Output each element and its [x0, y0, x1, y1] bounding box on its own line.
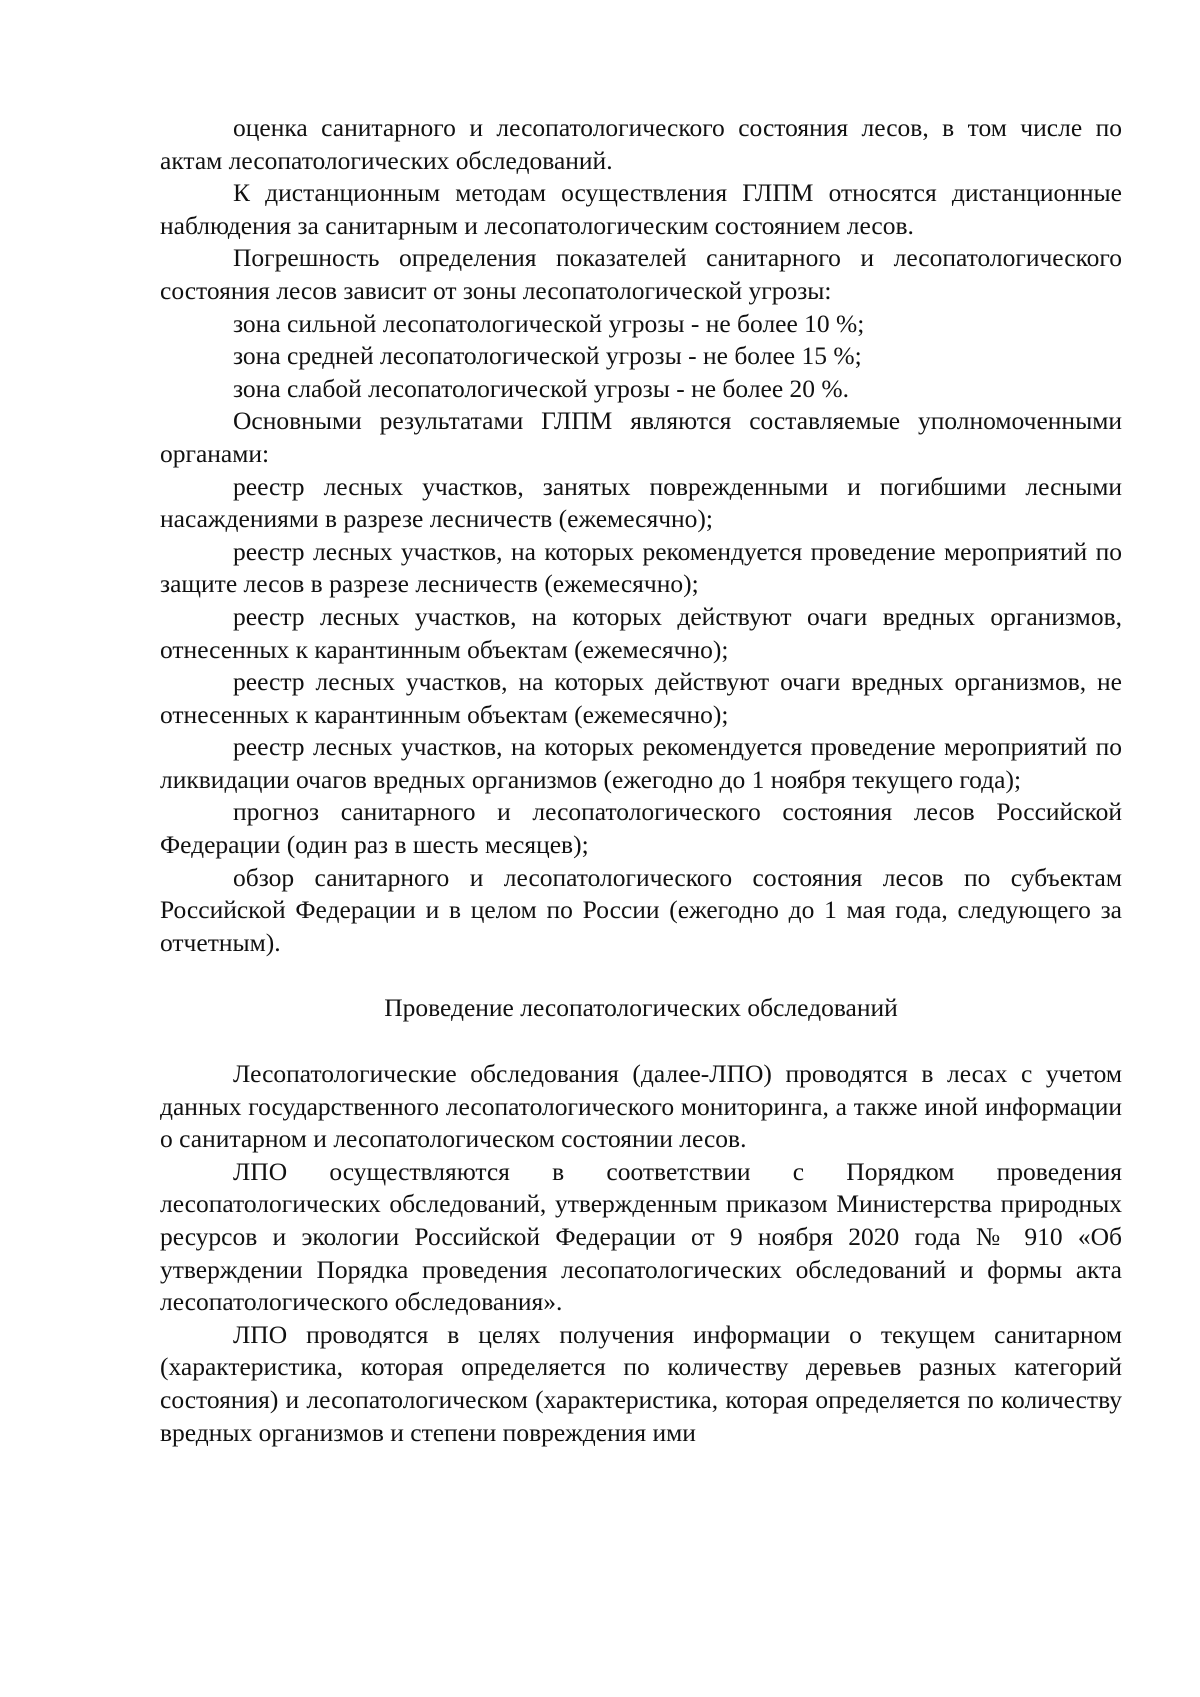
list-item: обзор санитарного и лесопатологического состояния лесов по субъектам Российской Федерации и в целом по России (ежегодно до 1 мая года, следующего за отчетным). [160, 862, 1122, 957]
document-page [160, 112, 1122, 1449]
list-item: зона сильной лесопатологической угрозы - не более 10 %; [233, 308, 865, 338]
list-item: прогноз санитарного и лесопатологического состояния лесов Российской Федерации (один раз в шесть месяцев); [160, 797, 1122, 860]
list-item: реестр лесных участков, на которых рекомендуется проведение мероприятий по защите лесов в разрезе лесничеств (ежемесячно); [160, 536, 1122, 599]
paragraph: оценка санитарного и лесопатологического состояния лесов, в том числе по актам лесопатологических обследований. [160, 113, 1122, 175]
paragraph: ЛПО осуществляются в соответствии с Порядком проведения лесопатологических обследований, утвержденным приказом Министерства природных ресурсов и экологии Российской Федерации от 9 ноября 2020 года № 910 «Об утверждении Порядка проведения лесопатологических обследований и формы акта лесопатологического обследования». [160, 1156, 1122, 1317]
list-item: реестр лесных участков, на которых действуют очаги вредных организмов, отнесенных к карантинным объектам (ежемесячно); [160, 601, 1122, 664]
list-item: реестр лесных участков, занятых поврежденными и погибшими лесными насаждениями в разрезе лесничеств (ежемесячно); [160, 471, 1122, 534]
list-item: реестр лесных участков, на которых рекомендуется проведение мероприятий по ликвидации очагов вредных организмов (ежегодно до 1 ноября текущего года); [160, 732, 1122, 794]
paragraph: ЛПО проводятся в целях получения информации о текущем санитарном (характеристика, которая определяется по количеству деревьев разных категорий состояния) и лесопатологическом (характеристика, которая определяется по количеству вредных организмов и степени повреждения ими [160, 1319, 1122, 1447]
section-heading: Проведение лесопатологических обследований [384, 993, 898, 1023]
paragraph: Погрешность определения показателей санитарного и лесопатологического состояния лесов зависит от зоны лесопатологической угрозы: [160, 243, 1122, 305]
list-item: реестр лесных участков, на которых действуют очаги вредных организмов, не отнесенных к карантинным объектам (ежемесячно); [160, 667, 1122, 729]
paragraph: Лесопатологические обследования (далее-ЛПО) проводятся в лесах с учетом данных государственного лесопатологического мониторинга, а также иной информации о санитарном и лесопатологическом состоянии лесов. [160, 1059, 1122, 1154]
list-item: зона средней лесопатологической угрозы - не более 15 %; [233, 341, 862, 371]
paragraph: Основными результатами ГЛПМ являются составляемые уполномоченными органами: [160, 406, 1122, 468]
list-item: зона слабой лесопатологической угрозы - не более 20 %. [233, 373, 850, 403]
paragraph: К дистанционным методам осуществления ГЛПМ относятся дистанционные наблюдения за санитарным и лесопатологическим состоянием лесов. [160, 178, 1122, 240]
